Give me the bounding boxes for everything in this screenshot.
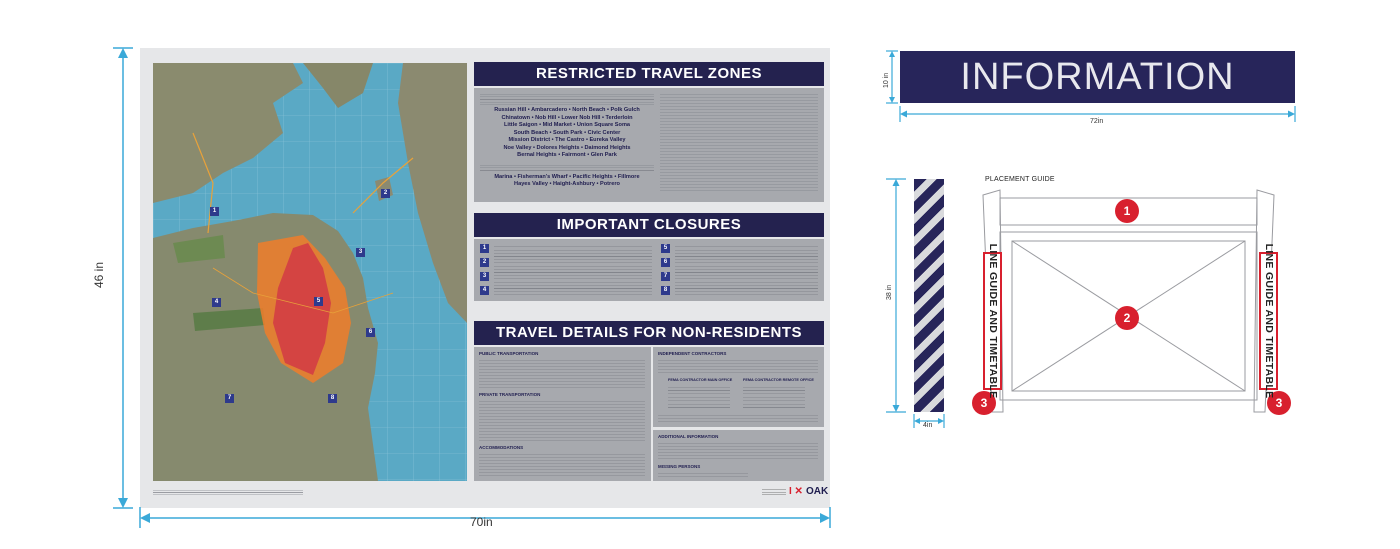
zone-line: Noe Valley • Dolores Heights • Daimond Heights — [503, 144, 631, 151]
remote-office-heading: FEMA CONTRACTOR REMOTE OFFICE — [743, 378, 814, 382]
closures-title: IMPORTANT CLOSURES — [474, 213, 824, 237]
closure-number: 1 — [480, 244, 489, 253]
map-marker-5: 5 — [314, 297, 323, 306]
poster-height-label: 46 in — [92, 261, 106, 288]
map-marker-1: 1 — [210, 207, 219, 216]
private-transportation-heading: PRIVATE TRANSPORTATION — [479, 392, 541, 397]
sign-height-label: 10 in — [883, 72, 890, 88]
map-marker-4: 4 — [212, 298, 221, 307]
stand-depth-label: 4in — [923, 422, 933, 429]
information-sign: INFORMATION — [900, 51, 1295, 103]
accommodations-heading: ACCOMMODATIONS — [479, 445, 524, 450]
placement-marker-2: 2 — [1115, 306, 1139, 330]
map-marker-2: 2 — [381, 189, 390, 198]
zone-line: Bernal Heights • Fairmont • Glen Park — [517, 152, 617, 158]
missing-persons-heading: MISSING PERSONS — [658, 464, 701, 469]
closure-number: 6 — [661, 258, 670, 267]
map-marker-3: 3 — [356, 248, 365, 257]
public-transportation-heading: PUBLIC TRANSPORTATION — [479, 351, 539, 356]
logo-text: OAK — [806, 486, 829, 497]
stand-height-label: 38 in — [886, 284, 893, 300]
side-label-right — [1259, 243, 1278, 399]
closure-number: 5 — [661, 244, 670, 253]
zone-line: Little Saigon • Mid Market • Union Square Soma — [503, 122, 631, 128]
heart-icon: I ✕ — [789, 486, 803, 497]
additional-information-heading: ADDITIONAL INFORMATION — [658, 434, 719, 439]
closure-number: 2 — [480, 258, 489, 267]
placement-marker-3-right: 3 — [1267, 391, 1291, 415]
placement-guide-title: PLACEMENT GUIDE — [985, 176, 1055, 183]
map-marker-7: 7 — [225, 394, 234, 403]
sign-width-label: 72in — [1090, 118, 1104, 125]
independent-contractors-heading: INDEPENDENT CONTRACTORS — [658, 351, 727, 356]
map-marker-8: 8 — [328, 394, 337, 403]
side-label-left-text: LINE GUIDE AND TIMETABLE — [986, 243, 999, 399]
zone-line: Hayes Valley • Haight-Ashbury • Potrero — [514, 181, 620, 187]
side-label-left — [983, 243, 1002, 399]
zone-line: Russian Hill • Ambarcadero • North Beach • Polk Gulch — [494, 107, 640, 113]
closure-number: 4 — [480, 286, 489, 295]
restricted-zones-title: RESTRICTED TRAVEL ZONES — [474, 62, 824, 86]
zone-line: Mission District • The Castro • Eureka Valley — [508, 137, 626, 143]
closure-number: 8 — [661, 286, 670, 295]
map-marker-6: 6 — [366, 328, 375, 337]
closure-number: 7 — [661, 272, 670, 281]
side-label-right-text: LINE GUIDE AND TIMETABLE — [1262, 243, 1275, 399]
zone-line: South Beach • South Park • Civic Center — [513, 129, 621, 136]
placement-marker-1: 1 — [1115, 199, 1139, 223]
travel-title: TRAVEL DETAILS FOR NON-RESIDENTS — [474, 321, 824, 345]
poster-width-label: 70in — [470, 515, 493, 529]
closure-number: 3 — [480, 272, 489, 281]
placement-marker-3-left: 3 — [972, 391, 996, 415]
zone-line: Chinatown • Nob Hill • Lower Nob Hill • Terderloin — [501, 114, 633, 121]
main-office-heading: FEMA CONTRACTOR MAIN OFFICE — [668, 378, 733, 382]
zone-line: Marina • Fisherman's Wharf • Pacific Heights • Fillmore — [494, 173, 640, 180]
